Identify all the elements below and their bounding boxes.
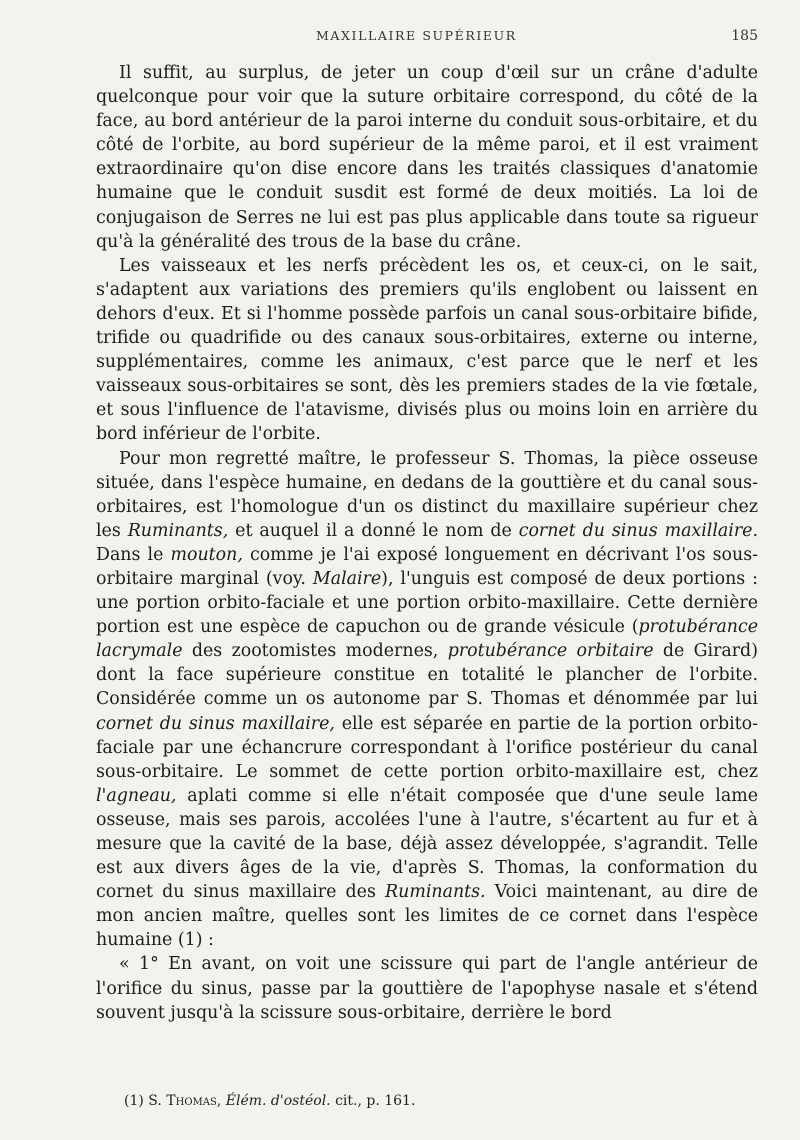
italic-run: mouton,: [170, 544, 243, 565]
italic-run: l'agneau,: [96, 785, 177, 806]
text-run: et auquel il a donné le nom de: [228, 520, 519, 541]
footnote-marker: (1): [124, 1093, 144, 1109]
italic-run: protubérance lacrymale: [96, 617, 758, 662]
paragraph: [96, 61, 758, 254]
italic-run: cornet du sinus maxillaire.: [518, 520, 758, 541]
text-run: comme je l'ai exposé longuement en décrivant l'os sous-orbitaire marginal (voy.: [96, 544, 758, 589]
running-title: MAXILLAIRE SUPÉRIEUR: [316, 28, 517, 43]
footnote-author: S. Thomas,: [148, 1093, 222, 1109]
text-run: de Girard) dont la face supérieure constitue en totalité le plancher de l'orbite. Considérée comme un os autonome par S. Thomas et dénommée par lui: [96, 641, 758, 710]
footnote-work: Élém. d'ostéol.: [225, 1093, 331, 1109]
italic-run: protubérance orbitaire: [447, 641, 654, 662]
paragraph: [96, 254, 758, 447]
text-run: aplati comme si elle n'était composée que d'une seule lame osseuse, mais ses parois, accolées l'une à l'autre, s'écartent au fur et à mesure que la cavité de la base, déjà assez développée, s'agrandit. Telle est aux divers âges de la vie, d'après S. Thomas, la conformation du cornet du sinus maxillaire des: [96, 785, 758, 903]
text-run: Il suffit, au surplus, de jeter un coup d'œil sur un crâne d'adulte quelconque pour voir que la suture orbitaire correspond, du côté de la face, au bord antérieur de la paroi interne du conduit sous-orbitaire, et du côté de l'orbite, au bord supérieur de la même paroi, et il est vraiment extraordinaire qu'on dise encore dans les traités classiques d'anatomie humaine que le conduit susdit est formé de deux moitiés. La loi de conjugaison de Serres ne lui est pas plus applicable dans toute sa rigueur qu'à la généralité des trous de la base du crâne.: [96, 63, 758, 252]
italic-run: Malaire: [312, 568, 382, 589]
text-run: Pour mon regretté maître, le professeur S. Thomas, la pièce osseuse située, dans l'espèce humaine, en dedans de la gouttière et du canal sous-orbitaires, est l'homologue d'un os distinct du maxillaire supérieur chez les: [96, 448, 758, 541]
italic-run: cornet du sinus maxillaire,: [96, 713, 335, 734]
paragraph: [96, 447, 758, 953]
paragraph: [96, 952, 758, 1024]
page-header: [96, 28, 756, 48]
italic-run: Ruminants,: [127, 520, 229, 541]
text-run: des zootomistes modernes,: [182, 641, 448, 662]
text-run: « 1° En avant, on voit une scissure qui part de l'angle antérieur de l'orifice du sinus, passe par la gouttière de l'apophyse nasale et s'étend souvent jusqu'à la scissure sous-orbitaire, derrière le bord: [96, 954, 758, 1023]
text-run: Les vaisseaux et les nerfs précèdent les os, et ceux-ci, on le sait, s'adaptent aux variations des premiers qu'ils englobent ou laissent en dehors d'eux. Et si l'homme possède parfois un canal sous-orbitaire bifide, trifide ou quadrifide ou des canaux sous-orbitaires, externe ou interne, supplémentaires, comme les animaux, c'est parce que le nerf et les vaisseaux sous-orbitaires se sont, dès les premiers stades de la vie fœtale, et sous l'influence de l'atavisme, divisés plus ou moins loin en arrière du bord inférieur de l'orbite.: [96, 255, 758, 445]
text-run: Dans le: [96, 544, 171, 565]
italic-run: Ruminants.: [385, 882, 486, 903]
footnote-rest: cit., p. 161.: [330, 1093, 416, 1109]
body-text: [96, 61, 758, 1025]
page-number: 185: [731, 28, 758, 44]
footnote: [124, 1093, 415, 1109]
text-run: ), l'unguis est composé de deux portions : une portion orbito-faciale et une portion orbito-maxillaire. Cette dernière portion est une espèce de capuchon ou de grande vésicule (: [96, 568, 758, 638]
text-run: Voici maintenant, au dire de mon ancien maître, quelles sont les limites de ce cornet dans l'espèce humaine (1) :: [96, 882, 758, 951]
text-run: elle est séparée en partie de la portion orbito-faciale par une échancrure correspondant à l'orifice postérieur du canal sous-orbitaire. Le sommet de cette portion orbito-maxillaire est, chez: [96, 713, 758, 782]
